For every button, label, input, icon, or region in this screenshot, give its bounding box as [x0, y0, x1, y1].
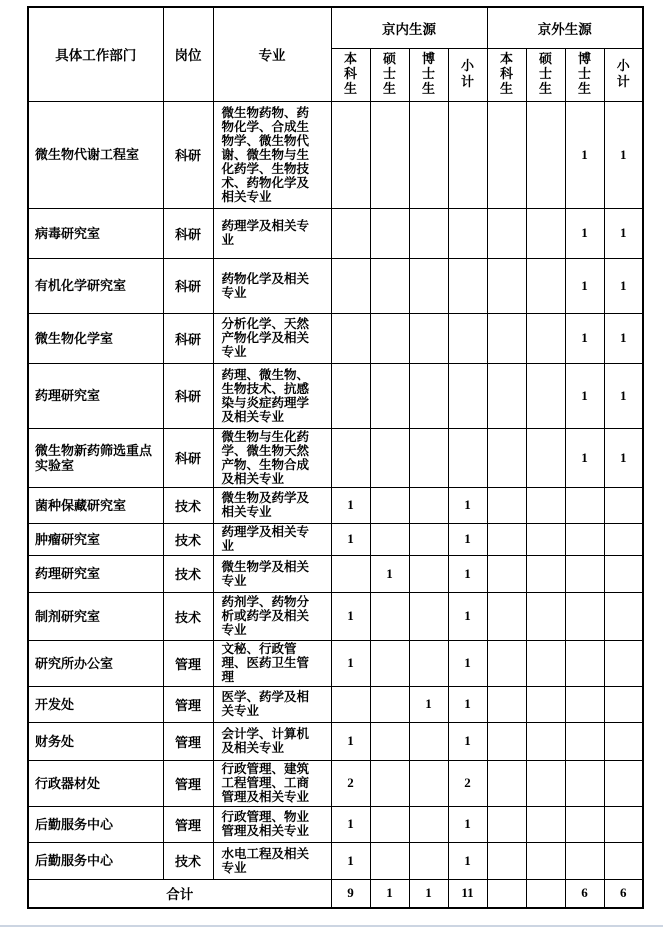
count-cell-beijing-bachelor: 1 — [331, 592, 370, 640]
total-outside-bachelor — [487, 879, 526, 908]
department-cell: 后勤服务中心 — [28, 806, 163, 842]
major-cell: 行政管理、物业管理及相关专业 — [213, 806, 331, 842]
count-cell-beijing-subtotal: 2 — [448, 760, 487, 806]
count-cell-beijing-master — [370, 686, 409, 722]
position-cell: 技术 — [163, 487, 213, 523]
count-cell-beijing-master — [370, 842, 409, 879]
count-cell-outside-doctor — [565, 686, 604, 722]
total-label: 合计 — [28, 879, 331, 908]
header-label: 硕士生 — [539, 50, 553, 97]
count-cell-outside-doctor — [565, 555, 604, 592]
count-cell-beijing-doctor: 1 — [409, 686, 448, 722]
count-cell-beijing-doctor — [409, 523, 448, 555]
count-cell-beijing-master — [370, 806, 409, 842]
count-cell-beijing-subtotal: 1 — [448, 722, 487, 760]
count-cell-outside-master — [526, 428, 565, 487]
table-row — [28, 842, 643, 879]
count-cell-outside-master — [526, 555, 565, 592]
count-cell-outside-bachelor — [487, 806, 526, 842]
count-cell-beijing-doctor — [409, 363, 448, 428]
count-cell-beijing-subtotal: 1 — [448, 592, 487, 640]
count-cell-outside-subtotal: 1 — [604, 313, 643, 363]
count-cell-outside-bachelor — [487, 842, 526, 879]
department-cell: 肿瘤研究室 — [28, 523, 163, 555]
header-beijing-master — [370, 48, 409, 101]
header-outside-bachelor — [487, 48, 526, 101]
department-cell: 有机化学研究室 — [28, 258, 163, 313]
count-cell-beijing-master — [370, 592, 409, 640]
position-cell: 科研 — [163, 208, 213, 258]
table-row — [28, 555, 643, 592]
count-cell-outside-bachelor — [487, 428, 526, 487]
count-cell-outside-doctor — [565, 806, 604, 842]
table-row — [28, 640, 643, 686]
department-cell: 病毒研究室 — [28, 208, 163, 258]
count-cell-beijing-bachelor — [331, 313, 370, 363]
table-row — [28, 428, 643, 487]
count-cell-outside-bachelor — [487, 363, 526, 428]
header-label: 本科生 — [344, 50, 358, 97]
position-cell: 科研 — [163, 101, 213, 208]
table-row — [28, 686, 643, 722]
count-cell-outside-doctor: 1 — [565, 428, 604, 487]
count-cell-outside-subtotal: 1 — [604, 101, 643, 208]
position-cell: 技术 — [163, 842, 213, 879]
count-cell-outside-master — [526, 686, 565, 722]
header-label: 博士生 — [422, 50, 436, 97]
header-outside-doctor — [565, 48, 604, 101]
count-cell-beijing-doctor — [409, 640, 448, 686]
header-group-beijing: 京内生源 — [331, 7, 487, 48]
count-cell-outside-doctor — [565, 487, 604, 523]
header-label: 本科生 — [500, 50, 514, 97]
count-cell-beijing-bachelor — [331, 363, 370, 428]
table-row — [28, 722, 643, 760]
department-cell: 药理研究室 — [28, 363, 163, 428]
count-cell-beijing-bachelor — [331, 258, 370, 313]
count-cell-outside-bachelor — [487, 686, 526, 722]
major-cell: 分析化学、天然产物化学及相关专业 — [213, 313, 331, 363]
count-cell-outside-bachelor — [487, 487, 526, 523]
major-cell: 医学、药学及相关专业 — [213, 686, 331, 722]
table-row — [28, 806, 643, 842]
count-cell-beijing-master: 1 — [370, 555, 409, 592]
count-cell-beijing-master — [370, 313, 409, 363]
count-cell-outside-bachelor — [487, 640, 526, 686]
count-cell-beijing-bachelor: 1 — [331, 523, 370, 555]
count-cell-outside-subtotal — [604, 640, 643, 686]
count-cell-beijing-master — [370, 428, 409, 487]
department-cell: 制剂研究室 — [28, 592, 163, 640]
count-cell-outside-bachelor — [487, 208, 526, 258]
count-cell-beijing-doctor — [409, 487, 448, 523]
department-cell: 后勤服务中心 — [28, 842, 163, 879]
header-group-outside: 京外生源 — [487, 7, 643, 48]
total-beijing-master: 1 — [370, 879, 409, 908]
count-cell-beijing-subtotal — [448, 428, 487, 487]
count-cell-outside-doctor: 1 — [565, 208, 604, 258]
table-header — [28, 7, 643, 101]
count-cell-beijing-doctor — [409, 806, 448, 842]
count-cell-beijing-subtotal: 1 — [448, 523, 487, 555]
count-cell-outside-bachelor — [487, 760, 526, 806]
major-cell: 微生物及药学及相关专业 — [213, 487, 331, 523]
department-cell: 微生物代谢工程室 — [28, 101, 163, 208]
count-cell-outside-doctor — [565, 592, 604, 640]
total-row — [28, 879, 643, 908]
count-cell-outside-bachelor — [487, 592, 526, 640]
department-cell: 微生物新药筛选重点实验室 — [28, 428, 163, 487]
count-cell-outside-master — [526, 640, 565, 686]
header-department: 具体工作部门 — [28, 7, 163, 101]
department-cell: 药理研究室 — [28, 555, 163, 592]
count-cell-beijing-subtotal: 1 — [448, 842, 487, 879]
count-cell-outside-master — [526, 258, 565, 313]
count-cell-beijing-doctor — [409, 842, 448, 879]
count-cell-beijing-subtotal — [448, 208, 487, 258]
count-cell-outside-bachelor — [487, 722, 526, 760]
major-cell: 药理学及相关专业 — [213, 523, 331, 555]
position-cell: 科研 — [163, 363, 213, 428]
count-cell-outside-doctor: 1 — [565, 363, 604, 428]
count-cell-beijing-doctor — [409, 428, 448, 487]
table-footer — [28, 879, 643, 908]
count-cell-outside-master — [526, 842, 565, 879]
department-cell: 研究所办公室 — [28, 640, 163, 686]
count-cell-outside-master — [526, 760, 565, 806]
count-cell-beijing-master — [370, 523, 409, 555]
total-outside-subtotal: 6 — [604, 879, 643, 908]
major-cell: 药物化学及相关专业 — [213, 258, 331, 313]
table-row — [28, 487, 643, 523]
count-cell-outside-subtotal: 1 — [604, 363, 643, 428]
table-row — [28, 760, 643, 806]
count-cell-beijing-master — [370, 101, 409, 208]
count-cell-beijing-subtotal — [448, 363, 487, 428]
position-cell: 技术 — [163, 523, 213, 555]
count-cell-outside-subtotal — [604, 806, 643, 842]
count-cell-outside-master — [526, 722, 565, 760]
position-cell: 管理 — [163, 640, 213, 686]
count-cell-outside-master — [526, 363, 565, 428]
count-cell-beijing-doctor — [409, 258, 448, 313]
table-row — [28, 208, 643, 258]
count-cell-beijing-subtotal: 1 — [448, 640, 487, 686]
major-cell: 药理学及相关专业 — [213, 208, 331, 258]
count-cell-outside-subtotal — [604, 686, 643, 722]
count-cell-beijing-bachelor: 1 — [331, 640, 370, 686]
count-cell-beijing-bachelor — [331, 686, 370, 722]
count-cell-outside-master — [526, 592, 565, 640]
header-beijing-bachelor — [331, 48, 370, 101]
header-outside-subtotal — [604, 48, 643, 101]
count-cell-outside-doctor — [565, 722, 604, 760]
count-cell-outside-bachelor — [487, 313, 526, 363]
recruitment-table — [27, 6, 644, 909]
total-outside-master — [526, 879, 565, 908]
table-row — [28, 101, 643, 208]
count-cell-outside-master — [526, 487, 565, 523]
count-cell-outside-subtotal — [604, 555, 643, 592]
header-beijing-subtotal — [448, 48, 487, 101]
count-cell-outside-subtotal: 1 — [604, 208, 643, 258]
department-cell: 微生物化学室 — [28, 313, 163, 363]
count-cell-beijing-subtotal — [448, 313, 487, 363]
count-cell-outside-subtotal — [604, 487, 643, 523]
department-cell: 开发处 — [28, 686, 163, 722]
count-cell-outside-doctor — [565, 523, 604, 555]
count-cell-outside-subtotal: 1 — [604, 258, 643, 313]
count-cell-beijing-doctor — [409, 592, 448, 640]
header-label: 硕士生 — [383, 50, 397, 97]
count-cell-outside-master — [526, 313, 565, 363]
count-cell-beijing-master — [370, 258, 409, 313]
table-row — [28, 313, 643, 363]
count-cell-beijing-bachelor: 1 — [331, 842, 370, 879]
count-cell-outside-bachelor — [487, 523, 526, 555]
major-cell: 行政管理、建筑工程管理、工商管理及相关专业 — [213, 760, 331, 806]
position-cell: 管理 — [163, 760, 213, 806]
count-cell-beijing-subtotal: 1 — [448, 555, 487, 592]
count-cell-outside-bachelor — [487, 101, 526, 208]
count-cell-outside-subtotal — [604, 842, 643, 879]
group-header-row — [28, 7, 643, 48]
table-row — [28, 592, 643, 640]
position-cell: 技术 — [163, 555, 213, 592]
count-cell-outside-subtotal — [604, 523, 643, 555]
page-bottom-divider — [0, 925, 663, 927]
header-label: 小计 — [461, 58, 475, 89]
count-cell-outside-doctor: 1 — [565, 313, 604, 363]
header-major: 专业 — [213, 7, 331, 101]
header-label: 博士生 — [578, 50, 592, 97]
count-cell-beijing-doctor — [409, 313, 448, 363]
count-cell-beijing-master — [370, 363, 409, 428]
table-row — [28, 258, 643, 313]
count-cell-outside-master — [526, 101, 565, 208]
count-cell-beijing-master — [370, 722, 409, 760]
count-cell-outside-bachelor — [487, 258, 526, 313]
count-cell-beijing-bachelor: 1 — [331, 806, 370, 842]
count-cell-beijing-bachelor: 1 — [331, 487, 370, 523]
major-cell: 微生物药物、药物化学、合成生物学、微生物代谢、微生物与生化药学、生物技术、药物化学及相关专业 — [213, 101, 331, 208]
major-cell: 会计学、计算机及相关专业 — [213, 722, 331, 760]
total-beijing-subtotal: 11 — [448, 879, 487, 908]
header-outside-master — [526, 48, 565, 101]
header-label: 小计 — [616, 58, 630, 89]
count-cell-beijing-doctor — [409, 760, 448, 806]
department-cell: 行政器材处 — [28, 760, 163, 806]
total-beijing-bachelor: 9 — [331, 879, 370, 908]
count-cell-outside-doctor — [565, 640, 604, 686]
major-cell: 水电工程及相关专业 — [213, 842, 331, 879]
major-cell: 文秘、行政管理、医药卫生管理 — [213, 640, 331, 686]
position-cell: 科研 — [163, 258, 213, 313]
count-cell-beijing-bachelor — [331, 428, 370, 487]
count-cell-beijing-bachelor — [331, 208, 370, 258]
count-cell-beijing-subtotal — [448, 258, 487, 313]
header-beijing-doctor — [409, 48, 448, 101]
count-cell-outside-master — [526, 208, 565, 258]
count-cell-beijing-bachelor: 1 — [331, 722, 370, 760]
count-cell-beijing-bachelor — [331, 101, 370, 208]
count-cell-beijing-doctor — [409, 555, 448, 592]
position-cell: 技术 — [163, 592, 213, 640]
count-cell-outside-bachelor — [487, 555, 526, 592]
count-cell-beijing-subtotal: 1 — [448, 686, 487, 722]
count-cell-outside-subtotal: 1 — [604, 428, 643, 487]
count-cell-beijing-doctor — [409, 208, 448, 258]
total-outside-doctor: 6 — [565, 879, 604, 908]
count-cell-beijing-bachelor — [331, 555, 370, 592]
count-cell-outside-subtotal — [604, 722, 643, 760]
position-cell: 管理 — [163, 686, 213, 722]
count-cell-beijing-doctor — [409, 101, 448, 208]
major-cell: 微生物学及相关专业 — [213, 555, 331, 592]
count-cell-outside-doctor: 1 — [565, 258, 604, 313]
count-cell-outside-subtotal — [604, 760, 643, 806]
position-cell: 科研 — [163, 313, 213, 363]
count-cell-beijing-subtotal — [448, 101, 487, 208]
count-cell-beijing-master — [370, 760, 409, 806]
total-beijing-doctor: 1 — [409, 879, 448, 908]
count-cell-beijing-doctor — [409, 722, 448, 760]
count-cell-outside-master — [526, 523, 565, 555]
major-cell: 药理、微生物、生物技术、抗感染与炎症药理学及相关专业 — [213, 363, 331, 428]
table-body — [28, 101, 643, 879]
count-cell-beijing-master — [370, 487, 409, 523]
count-cell-outside-master — [526, 806, 565, 842]
department-cell: 财务处 — [28, 722, 163, 760]
count-cell-outside-doctor: 1 — [565, 101, 604, 208]
count-cell-outside-doctor — [565, 760, 604, 806]
position-cell: 管理 — [163, 722, 213, 760]
count-cell-beijing-bachelor: 2 — [331, 760, 370, 806]
position-cell: 管理 — [163, 806, 213, 842]
count-cell-outside-subtotal — [604, 592, 643, 640]
count-cell-beijing-master — [370, 208, 409, 258]
department-cell: 菌种保藏研究室 — [28, 487, 163, 523]
count-cell-beijing-master — [370, 640, 409, 686]
header-position: 岗位 — [163, 7, 213, 101]
count-cell-beijing-subtotal: 1 — [448, 487, 487, 523]
position-cell: 科研 — [163, 428, 213, 487]
major-cell: 药剂学、药物分析或药学及相关专业 — [213, 592, 331, 640]
major-cell: 微生物与生化药学、微生物天然产物、生物合成及相关专业 — [213, 428, 331, 487]
count-cell-outside-doctor — [565, 842, 604, 879]
table-row — [28, 523, 643, 555]
count-cell-beijing-subtotal: 1 — [448, 806, 487, 842]
table-row — [28, 363, 643, 428]
